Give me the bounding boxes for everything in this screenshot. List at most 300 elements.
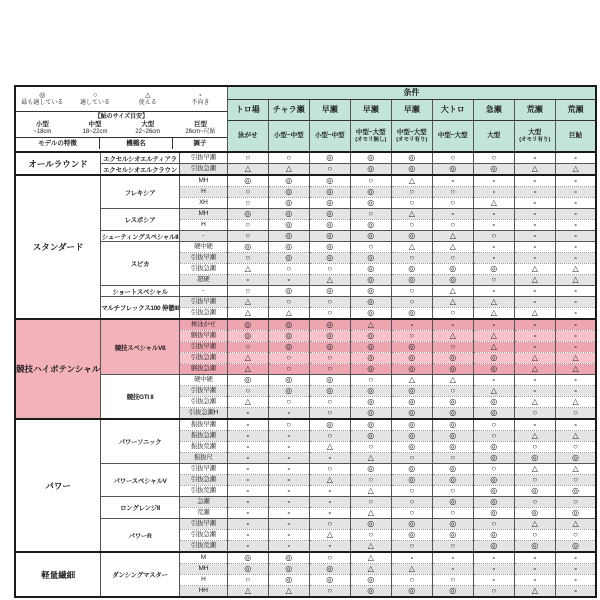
rating-cell: -: [473, 220, 514, 231]
rating-cell: △: [514, 397, 555, 408]
rating-cell: ○: [432, 198, 473, 209]
rating-cell: ◎: [350, 408, 391, 420]
rating-cell: -: [227, 497, 268, 508]
rating-cell: ○: [391, 541, 432, 553]
rating-cell: ◎: [432, 519, 473, 530]
legend-label: 不向き: [191, 99, 210, 106]
size-guide-item: [121, 121, 174, 136]
action-cell: 極泳がせ: [179, 319, 227, 331]
rating-cell: ○: [227, 386, 268, 397]
action-cell: -: [179, 286, 227, 297]
rating-cell: △: [473, 297, 514, 308]
rating-cell: △: [391, 242, 432, 253]
rating-cell: ◎: [227, 375, 268, 386]
rating-cell: -: [514, 152, 555, 164]
rating-cell: ◎: [268, 187, 309, 198]
rating-cell: ◎: [432, 408, 473, 420]
rating-cell: △: [432, 231, 473, 242]
rating-cell: -: [555, 386, 596, 397]
rating-cell: ○: [227, 152, 268, 164]
rating-cell: -: [227, 442, 268, 453]
rating-cell: ○: [473, 231, 514, 242]
rating-cell: ○: [432, 308, 473, 320]
rating-cell: -: [227, 408, 268, 420]
model-cell: パワースペシャルV: [101, 464, 180, 497]
rating-cell: ◎: [227, 242, 268, 253]
rating-cell: ◎: [309, 331, 350, 342]
rating-cell: ◎: [309, 187, 350, 198]
rating-cell: ◎: [350, 431, 391, 442]
rating-cell: △: [350, 552, 391, 564]
rating-cell: ◎: [227, 552, 268, 564]
rating-cell: ○: [514, 497, 555, 508]
rating-cell: ◎: [268, 342, 309, 353]
rating-cell: -: [555, 342, 596, 353]
rating-cell: △: [227, 297, 268, 308]
rating-cell: -: [391, 552, 432, 564]
conditions-title: 条件: [227, 86, 596, 100]
column-header-size: [391, 121, 432, 153]
rating-cell: ◎: [432, 464, 473, 475]
rating-cell: -: [268, 275, 309, 286]
column-header-size: [309, 121, 350, 153]
rating-cell: ◎: [473, 508, 514, 519]
rating-cell: ○: [309, 164, 350, 176]
rating-cell: -: [473, 375, 514, 386]
rating-cell: -: [268, 475, 309, 486]
rating-cell: ◎: [473, 486, 514, 497]
header-model-name: 機種名: [100, 138, 173, 149]
action-cell: XH: [179, 198, 227, 209]
rating-cell: ◎: [227, 319, 268, 331]
size-guide-item: [16, 121, 69, 136]
rating-cell: ○: [391, 453, 432, 464]
rating-cell: ◎: [432, 586, 473, 598]
rating-cell: ○: [309, 464, 350, 475]
rating-cell: △: [432, 242, 473, 253]
rating-cell: ◎: [391, 231, 432, 242]
rating-cell: ○: [268, 152, 309, 164]
rating-cell: △: [309, 530, 350, 541]
rating-cell: -: [227, 519, 268, 530]
rating-cell: ○: [309, 431, 350, 442]
rating-cell: ○: [227, 220, 268, 231]
column-size-label: 大型: [487, 132, 501, 139]
corner-header-row: [16, 138, 227, 149]
rating-cell: -: [227, 275, 268, 286]
legend-label: 使える: [138, 99, 157, 106]
ayu-rod-compatibility-table: [14, 85, 597, 598]
column-size-label: 中型~大型: [437, 132, 468, 139]
rating-cell: △: [309, 475, 350, 486]
rating-cell: ◎: [309, 253, 350, 264]
rating-cell: ◎: [473, 164, 514, 176]
rating-cell: ◎: [268, 198, 309, 209]
rating-cell: -: [555, 152, 596, 164]
rating-cell: △: [555, 353, 596, 364]
rating-cell: △: [268, 308, 309, 320]
rating-cell: ◎: [473, 442, 514, 453]
rating-cell: -: [391, 319, 432, 331]
size-class: 小型: [35, 120, 49, 128]
rating-cell: -: [514, 575, 555, 586]
rating-cell: ◎: [473, 264, 514, 275]
rating-cell: ○: [473, 152, 514, 164]
action-cell: 胴抜急瀬: [179, 364, 227, 375]
rating-cell: ◎: [432, 530, 473, 541]
action-cell: 引抜早瀬: [179, 519, 227, 530]
action-cell: 引抜急瀬: [179, 308, 227, 320]
model-cell: レスポシア: [101, 209, 180, 231]
model-cell: シューティングスペシャルII: [101, 231, 180, 242]
rating-cell: -: [514, 331, 555, 342]
rating-cell: ○: [268, 264, 309, 275]
rating-cell: ◎: [350, 220, 391, 231]
rating-cell: △: [309, 442, 350, 453]
size-guide-item: [69, 121, 122, 136]
action-cell: 引抜早瀬: [179, 342, 227, 353]
rating-cell: △: [432, 297, 473, 308]
rating-cell: ◎: [350, 353, 391, 364]
rating-cell: -: [473, 253, 514, 264]
rating-cell: ○: [350, 475, 391, 486]
rating-cell: -: [473, 209, 514, 220]
rating-cell: ◎: [309, 575, 350, 586]
rating-cell: ◎: [227, 209, 268, 220]
column-header-size: [555, 121, 596, 153]
action-cell: 荒瀬: [179, 508, 227, 519]
rating-cell: ○: [432, 453, 473, 464]
rating-cell: -: [432, 552, 473, 564]
rating-cell: -: [268, 408, 309, 420]
rating-cell: ◎: [432, 475, 473, 486]
rating-cell: ○: [227, 342, 268, 353]
rating-cell: ◎: [391, 275, 432, 286]
rating-cell: -: [227, 419, 268, 431]
rating-cell: ○: [350, 242, 391, 253]
rating-cell: △: [227, 586, 268, 598]
rating-cell: ◎: [350, 397, 391, 408]
rating-cell: -: [432, 209, 473, 220]
action-cell: -: [179, 231, 227, 242]
rating-cell: ◎: [514, 541, 555, 553]
rating-cell: ○: [514, 442, 555, 453]
rating-cell: -: [227, 464, 268, 475]
rating-cell: △: [350, 508, 391, 519]
model-cell: パワーソニック: [101, 419, 180, 464]
rating-cell: ◎: [350, 152, 391, 164]
rating-cell: -: [555, 286, 596, 297]
rating-cell: ◎: [473, 453, 514, 464]
rating-cell: -: [555, 552, 596, 564]
rating-cell: -: [514, 231, 555, 242]
rating-cell: ○: [555, 475, 596, 486]
legend-row: [16, 87, 227, 112]
rating-cell: △: [350, 453, 391, 464]
rating-cell: -: [555, 187, 596, 198]
rating-cell: △: [268, 586, 309, 598]
rating-cell: -: [227, 453, 268, 464]
category-cell: スタンダード: [15, 175, 101, 319]
rating-cell: -: [268, 464, 309, 475]
rating-cell: ○: [268, 364, 309, 375]
action-cell: 引抜急瀬: [179, 264, 227, 275]
rating-cell: △: [350, 541, 391, 553]
rating-cell: △: [555, 431, 596, 442]
rating-cell: -: [555, 297, 596, 308]
rating-cell: -: [268, 508, 309, 519]
rating-cell: -: [555, 220, 596, 231]
model-cell: ダンシングマスター: [101, 552, 180, 597]
rating-cell: -: [514, 242, 555, 253]
rating-cell: -: [268, 497, 309, 508]
action-cell: 振抜急瀬: [179, 431, 227, 442]
rating-cell: -: [514, 187, 555, 198]
column-size-label: 小型~中型: [273, 132, 304, 139]
rating-cell: △: [514, 586, 555, 598]
rating-cell: △: [555, 519, 596, 530]
rating-cell: ◎: [227, 564, 268, 575]
header-model-feature: モデルの特徴: [16, 138, 100, 149]
rating-cell: -: [514, 175, 555, 187]
size-range: 22~26cm: [135, 128, 161, 135]
action-cell: 引抜荒瀬: [179, 541, 227, 553]
rating-cell: -: [473, 242, 514, 253]
rating-cell: ○: [227, 253, 268, 264]
rating-cell: -: [227, 431, 268, 442]
rating-cell: ○: [514, 530, 555, 541]
rating-cell: -: [473, 564, 514, 575]
rating-cell: -: [555, 242, 596, 253]
column-header-condition: 急瀬: [473, 100, 514, 121]
rating-cell: ◎: [391, 419, 432, 431]
action-cell: 引抜急瀬: [179, 353, 227, 364]
legend-block: [16, 87, 227, 149]
column-header-size: [350, 121, 391, 153]
rating-cell: △: [227, 364, 268, 375]
action-cell: 引抜急瀬H: [179, 408, 227, 420]
rating-cell: -: [473, 286, 514, 297]
column-header-condition: 早瀬: [350, 100, 391, 121]
rating-cell: ○: [473, 519, 514, 530]
legend-item: [121, 92, 174, 107]
rating-cell: ○: [268, 419, 309, 431]
rating-cell: ◎: [268, 375, 309, 386]
action-cell: H: [179, 220, 227, 231]
rating-cell: △: [514, 164, 555, 176]
rating-cell: ○: [555, 442, 596, 453]
rating-cell: ◎: [309, 419, 350, 431]
rating-cell: ◎: [309, 564, 350, 575]
column-header-condition: 早瀬: [309, 100, 350, 121]
rating-cell: △: [391, 209, 432, 220]
rating-cell: ○: [555, 408, 596, 420]
rating-cell: ◎: [391, 164, 432, 176]
rating-cell: △: [555, 164, 596, 176]
rating-cell: ◎: [268, 575, 309, 586]
rating-cell: -: [555, 253, 596, 264]
rating-cell: -: [514, 209, 555, 220]
rating-cell: ○: [227, 286, 268, 297]
rating-cell: -: [309, 497, 350, 508]
rating-cell: ○: [268, 297, 309, 308]
rating-cell: ○: [268, 353, 309, 364]
rating-cell: ◎: [350, 308, 391, 320]
rating-cell: ◎: [391, 342, 432, 353]
rating-cell: ◎: [350, 198, 391, 209]
rating-cell: -: [514, 297, 555, 308]
action-cell: 振抜尺: [179, 453, 227, 464]
rating-cell: ◎: [391, 408, 432, 420]
rating-cell: △: [432, 286, 473, 297]
rating-cell: -: [268, 431, 309, 442]
rating-cell: -: [268, 486, 309, 497]
size-range: 18~22cm: [82, 128, 108, 135]
rating-cell: -: [514, 386, 555, 397]
rating-cell: ◎: [268, 220, 309, 231]
column-header-size: [268, 121, 309, 153]
column-header-size: [432, 121, 473, 153]
rating-cell: ○: [391, 497, 432, 508]
rating-cell: ◎: [350, 464, 391, 475]
size-range: ~18cm: [33, 128, 52, 135]
rating-cell: ◎: [432, 419, 473, 431]
rating-cell: -: [268, 519, 309, 530]
rating-cell: -: [473, 575, 514, 586]
action-cell: 引抜早瀬: [179, 464, 227, 475]
rating-cell: ◎: [432, 264, 473, 275]
rating-cell: △: [227, 264, 268, 275]
rating-cell: ◎: [473, 397, 514, 408]
rating-cell: ◎: [473, 497, 514, 508]
rating-cell: ○: [391, 331, 432, 342]
rating-cell: -: [268, 530, 309, 541]
column-weight-note: (オモリ無し): [355, 137, 387, 143]
rating-cell: ○: [350, 375, 391, 386]
rating-cell: ◎: [432, 353, 473, 364]
size-guide-row: [16, 121, 227, 136]
rating-cell: △: [514, 308, 555, 320]
category-cell: 軽量繊細: [15, 552, 101, 597]
rating-cell: ○: [350, 497, 391, 508]
rating-cell: ◎: [555, 453, 596, 464]
header-action: 調子: [193, 140, 207, 147]
model-cell: 競技GTI II: [101, 375, 180, 420]
rating-cell: ◎: [268, 564, 309, 575]
rating-cell: ◎: [432, 397, 473, 408]
rating-cell: ○: [391, 286, 432, 297]
rating-cell: -: [514, 319, 555, 331]
rating-cell: ◎: [350, 519, 391, 530]
action-cell: 引抜早瀬: [179, 253, 227, 264]
rating-cell: ◎: [350, 297, 391, 308]
legend-item: [16, 92, 69, 107]
rating-cell: -: [514, 286, 555, 297]
size-class: 巨型: [193, 120, 207, 128]
rating-cell: △: [227, 308, 268, 320]
rating-cell: ○: [309, 519, 350, 530]
rating-cell: -: [227, 508, 268, 519]
rating-cell: -: [555, 209, 596, 220]
rating-cell: △: [268, 164, 309, 176]
legend-symbol: ○: [92, 91, 98, 99]
rating-cell: -: [514, 198, 555, 209]
rating-cell: △: [473, 386, 514, 397]
rating-cell: -: [514, 220, 555, 231]
rating-cell: ◎: [268, 286, 309, 297]
rating-cell: ◎: [391, 386, 432, 397]
rating-cell: -: [555, 419, 596, 431]
column-header-condition: 荒瀬: [514, 100, 555, 121]
rating-cell: ◎: [391, 308, 432, 320]
model-cell: ロングレンジII: [101, 497, 180, 519]
rating-cell: △: [227, 164, 268, 176]
rating-cell: ○: [227, 231, 268, 242]
rating-cell: ◎: [309, 375, 350, 386]
action-cell: 引抜急瀬: [179, 164, 227, 176]
rating-cell: ◎: [309, 152, 350, 164]
rating-cell: ◎: [391, 519, 432, 530]
rating-cell: ○: [268, 397, 309, 408]
rating-cell: -: [514, 552, 555, 564]
rating-cell: △: [514, 275, 555, 286]
rating-cell: ○: [350, 442, 391, 453]
rating-cell: ○: [227, 187, 268, 198]
rating-cell: -: [309, 453, 350, 464]
model-cell: 競技スペシャルV8: [101, 319, 180, 375]
rating-cell: -: [514, 375, 555, 386]
action-cell: 引抜荒瀬: [179, 486, 227, 497]
rating-cell: -: [555, 586, 596, 598]
rating-cell: ◎: [268, 331, 309, 342]
rating-cell: ◎: [391, 152, 432, 164]
rating-cell: ◎: [268, 386, 309, 397]
column-weight-note: (オモリ有り): [519, 137, 551, 143]
rating-cell: -: [268, 453, 309, 464]
rating-cell: △: [473, 342, 514, 353]
action-cell: MH: [179, 209, 227, 220]
rating-cell: ◎: [350, 342, 391, 353]
rating-cell: ◎: [473, 353, 514, 364]
action-cell: 引抜急瀬: [179, 397, 227, 408]
rating-cell: -: [268, 442, 309, 453]
rating-cell: ◎: [391, 464, 432, 475]
rating-cell: -: [309, 486, 350, 497]
rating-cell: ◎: [268, 231, 309, 242]
rating-cell: △: [309, 275, 350, 286]
rating-cell: △: [391, 175, 432, 187]
rating-cell: -: [473, 187, 514, 198]
rating-cell: △: [514, 431, 555, 442]
rating-cell: ◎: [350, 187, 391, 198]
rating-cell: -: [514, 253, 555, 264]
rating-cell: ○: [432, 187, 473, 198]
rating-cell: ◎: [268, 552, 309, 564]
model-cell: スピカ: [101, 242, 180, 286]
rating-cell: -: [227, 486, 268, 497]
rating-cell: ◎: [473, 364, 514, 375]
action-cell: 振抜早瀬: [179, 419, 227, 431]
rating-cell: ◎: [268, 175, 309, 187]
column-size-label: 中型~大型: [396, 129, 427, 136]
category-cell: 競技ハイポテンシャル: [15, 319, 101, 419]
rating-cell: ○: [309, 397, 350, 408]
legend-label: 適している: [80, 99, 111, 106]
rating-cell: ◎: [350, 364, 391, 375]
rating-cell: △: [432, 331, 473, 342]
rating-cell: ◎: [309, 319, 350, 331]
legend-and-size-guide: [15, 86, 227, 152]
